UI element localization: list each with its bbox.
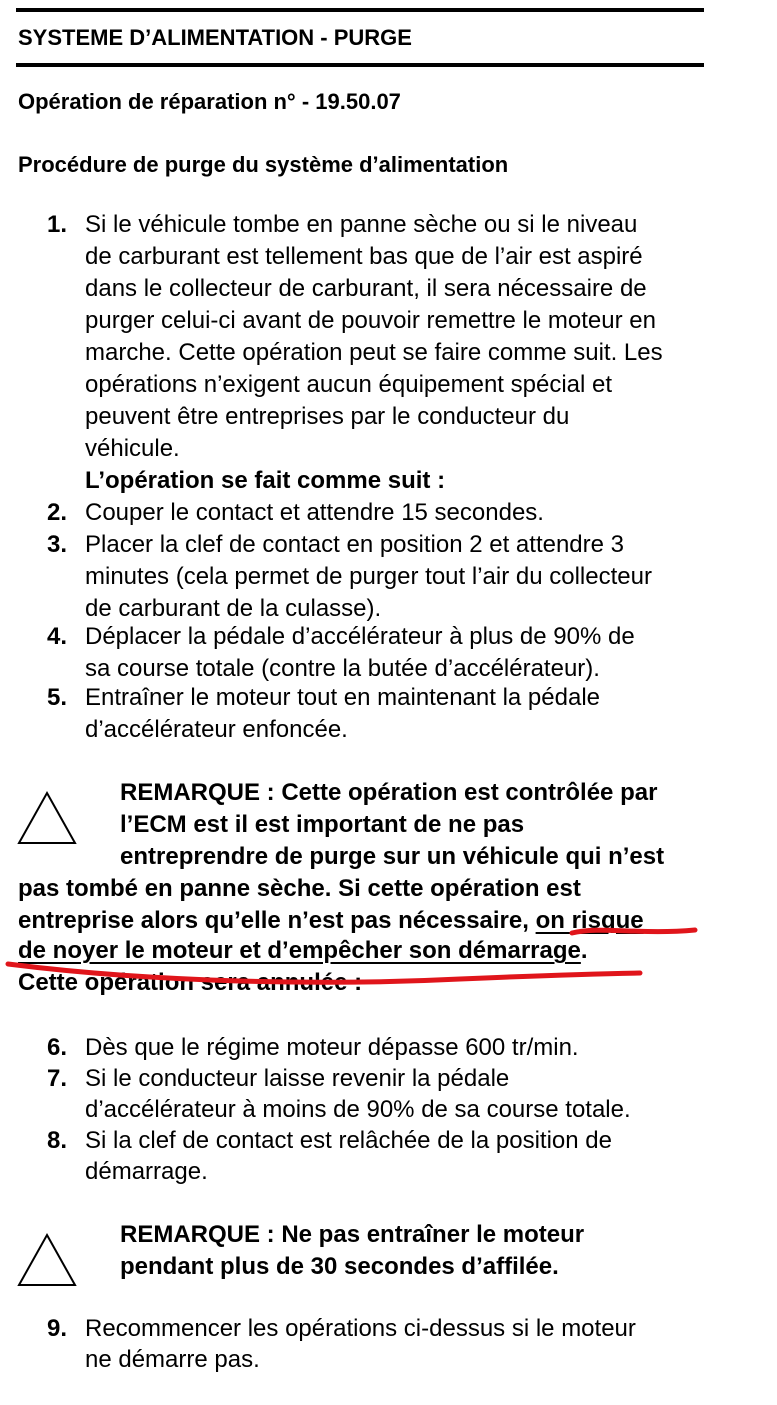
note-line: pendant plus de 30 secondes d’affilée.: [120, 1253, 559, 1280]
step-line: véhicule.: [85, 435, 180, 462]
note-underlined-text: de noyer le moteur et d’empêcher son démarrage: [18, 937, 581, 964]
step-line: purger celui-ci avant de pouvoir remettre le moteur en: [85, 307, 656, 334]
step-line: Placer la clef de contact en position 2 et attendre 3: [85, 531, 625, 558]
top-rule: [16, 8, 704, 12]
step-line: peuvent être entreprises par le conducteur du: [85, 403, 570, 430]
note-line: pas tombé en panne sèche. Si cette opération est: [18, 875, 581, 902]
step-number: 4.: [46, 623, 67, 650]
note-line: REMARQUE : Ne pas entraîner le moteur: [120, 1221, 585, 1248]
note-line: entreprendre de purge sur un véhicule qui n’est: [120, 843, 665, 870]
step-line: Si le conducteur laisse revenir la pédale: [85, 1065, 510, 1092]
section-rule: [16, 63, 704, 67]
step-line: opérations n’exigent aucun équipement spécial et: [85, 371, 613, 398]
step-subheading: L’opération se fait comme suit :: [85, 467, 446, 494]
warning-triangle-icon: [16, 1232, 78, 1288]
step-line: Si la clef de contact est relâchée de la position de: [85, 1127, 612, 1154]
step-line: sa course totale (contre la butée d’accélérateur).: [85, 655, 600, 682]
step-number: 3.: [46, 531, 67, 558]
step-number: 8.: [46, 1127, 67, 1154]
step-number: 1.: [46, 211, 67, 238]
step-number: 6.: [46, 1034, 67, 1061]
note-line: [18, 905, 644, 937]
step-line: de carburant est tellement bas que de l’air est aspiré: [85, 243, 643, 270]
warning-triangle-icon: [16, 790, 78, 846]
step-line: de carburant de la culasse).: [85, 595, 382, 622]
note-underlined-text: on risque: [535, 907, 644, 934]
step-number: 2.: [46, 499, 67, 526]
step-line: Couper le contact et attendre 15 secondes.: [85, 499, 544, 526]
step-number: 7.: [46, 1065, 67, 1092]
step-line: Entraîner le moteur tout en maintenant la pédale: [85, 684, 600, 711]
note-text: entreprise alors qu’elle n’est pas nécessaire,: [18, 907, 536, 934]
step-number: 9.: [46, 1315, 67, 1342]
step-line: minutes (cela permet de purger tout l’air du collecteur: [85, 563, 652, 590]
step-line: dans le collecteur de carburant, il sera nécessaire de: [85, 275, 647, 302]
section-title: SYSTEME D’ALIMENTATION - PURGE: [18, 25, 412, 50]
step-line: Recommencer les opérations ci-dessus si le moteur: [85, 1315, 636, 1342]
procedure-title: Procédure de purge du système d’alimentation: [18, 152, 509, 177]
step-line: d’accélérateur à moins de 90% de sa course totale.: [85, 1096, 631, 1123]
note-line: l’ECM est il est important de ne pas: [120, 811, 525, 838]
step-line: marche. Cette opération peut se faire comme suit. Les: [85, 339, 663, 366]
step-line: Dès que le régime moteur dépasse 600 tr/min.: [85, 1034, 579, 1061]
note-line: Cette opération sera annulée :: [18, 969, 363, 996]
operation-number: Opération de réparation n° - 19.50.07: [18, 89, 401, 114]
step-line: Si le véhicule tombe en panne sèche ou si le niveau: [85, 211, 638, 238]
note-text: .: [580, 937, 588, 964]
note-line: REMARQUE : Cette opération est contrôlée par: [120, 779, 658, 806]
note-line: [18, 935, 588, 967]
step-number: 5.: [46, 684, 67, 711]
step-line: ne démarre pas.: [85, 1346, 260, 1373]
step-line: Déplacer la pédale d’accélérateur à plus de 90% de: [85, 623, 635, 650]
step-line: démarrage.: [85, 1158, 208, 1185]
step-line: d’accélérateur enfoncée.: [85, 716, 348, 743]
